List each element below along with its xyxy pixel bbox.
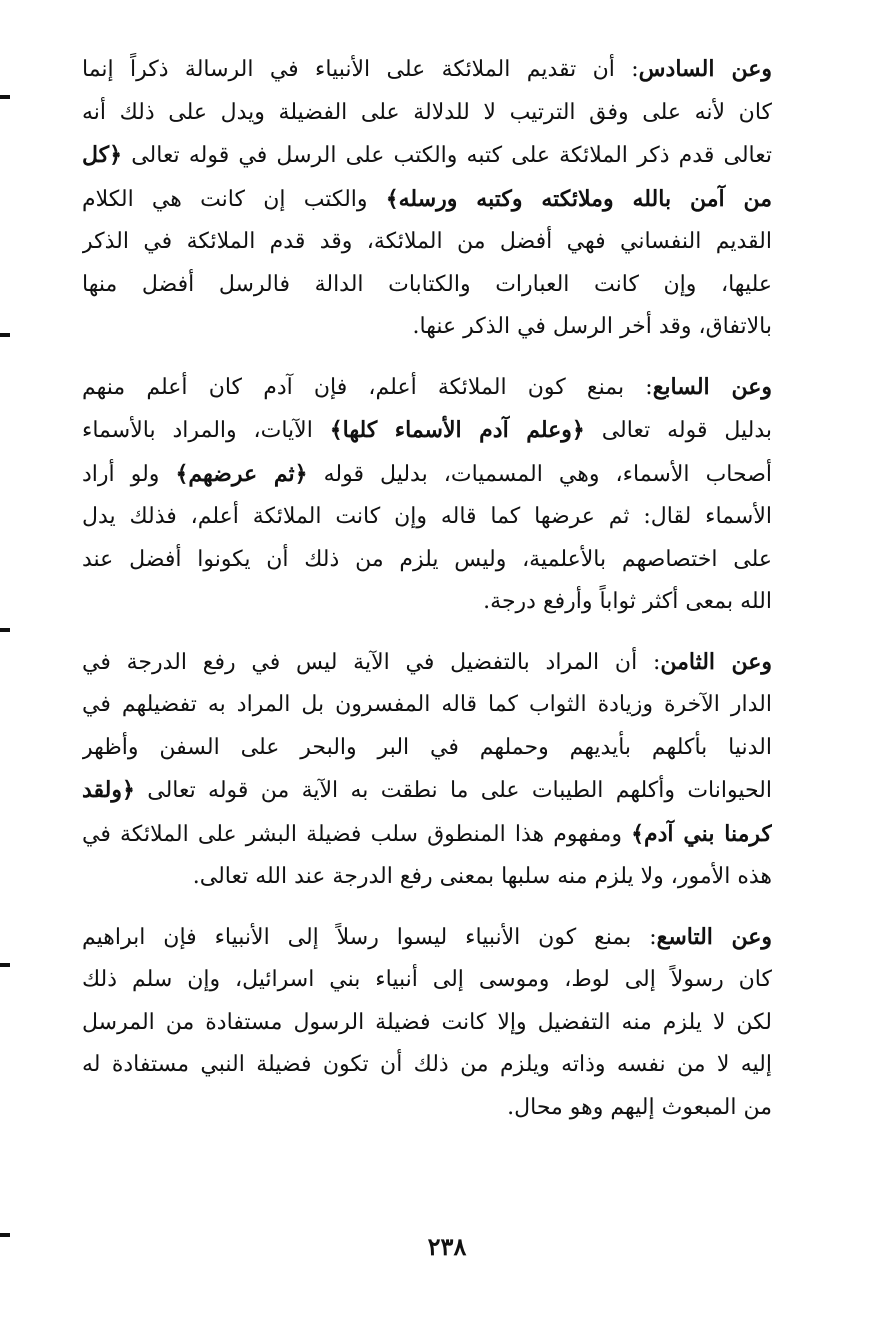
line-text: بالاتفاق، وقد أخر الرسل في الذكر عنها. [412,314,772,339]
paragraph [82,916,772,1130]
line-text: كان رسولاً إلى لوط، وموسى إلى أنبياء بني اسرائيل، وإن سلم ذلك [82,967,772,992]
quran-quote: ﴿ثم عرضهم﴾ [175,460,308,487]
text-line [82,221,772,264]
text-line [82,959,772,1002]
page-body-text [82,48,772,1146]
section-lead: وعن التاسع [656,923,772,950]
text-line [82,409,772,453]
line-text: ولو أراد [82,461,160,487]
text-line [82,769,772,813]
quran-quote: كرمنا بني آدم﴾ [631,820,772,847]
line-text: الله بمعى أكثر ثواباً وأرفع درجة. [483,589,772,614]
text-line [82,306,772,349]
section-lead: وعن السابع [652,373,772,400]
line-text: بدليل قوله تعالى [601,418,772,443]
line-text: الآيات، والمراد بالأسماء [82,418,313,443]
paragraph [82,48,772,349]
text-line [82,496,772,539]
line-text: الدنيا بأكلهم بأيديهم وحملهم في البر والبحر على السفن وأظهر [82,734,772,760]
text-line [82,1002,772,1045]
text-line [82,264,772,307]
quran-quote: ﴿ولقد [82,777,135,803]
line-text: ومفهوم هذا المنطوق سلب فضيلة البشر على الملائكة في [82,821,622,847]
line-text: والكتب إن كانت هي الكلام [82,186,368,212]
quran-quote: ﴿وعلم آدم الأسماء كلها﴾ [329,417,585,443]
line-text: : أن المراد بالتفضيل في الآية ليس في رفع الدرجة في [82,649,661,675]
line-text: هذه الأمور، ولا يلزم منه سلبها بمعنى رفع الدرجة عند الله تعالى. [192,864,772,889]
text-line [82,684,772,727]
text-line [82,916,772,960]
text-line [82,581,772,624]
text-line [82,1044,772,1087]
line-text: إليه لا من نفسه وذاته ويلزم من ذلك أن تكون فضيلة النبي مستفادة له [82,1052,772,1077]
edge-mark [0,628,10,632]
text-line [82,92,772,135]
line-text: الأسماء لقال: ثم عرضها كما قاله وإن كانت الملائكة أعلم، فذلك يدل [82,504,772,529]
text-line [82,539,772,582]
line-text: القديم النفساني فهي أفضل من الملائكة، وقد قدم الملائكة في الذكر [82,229,772,254]
section-lead: وعن السادس [638,56,772,82]
text-line [82,1087,772,1130]
line-text: تعالى قدم ذكر الملائكة على كتبه والكتب على الرسل في قوله تعالى [131,143,772,168]
edge-mark [0,333,10,337]
edge-mark [0,95,10,99]
text-line [82,641,772,685]
line-text: الحيوانات وأكلهم الطيبات على ما نطقت به الآية من قوله تعالى [147,778,772,803]
line-text: عليها، وإن كانت العبارات والكتابات الدالة فالرسل أفضل منها [82,271,772,297]
paragraph [82,641,772,899]
text-line [82,366,772,410]
text-line [82,48,772,92]
line-text: أصحاب الأسماء، وهي المسميات، بدليل قوله [323,461,772,487]
line-text: لكن لا يلزم منه التفضيل وإلا كانت فضيلة الرسول مستفادة من المرسل [82,1009,772,1035]
line-text: كان لأنه على وفق الترتيب لا للدلالة على الفضيلة ويدل على ذلك أنه [82,99,772,125]
line-text: الدار الآخرة وزيادة الثواب كما قاله المفسرون بل المراد به تفضيلهم في [82,692,772,717]
text-line [82,856,772,899]
text-line [82,134,772,178]
line-text: من المبعوث إليهم وهو محال. [507,1094,772,1120]
edge-mark [0,963,10,967]
page-number: ٢٣٨ [427,1232,467,1261]
text-line [82,178,772,222]
section-lead: وعن الثامن [660,648,772,675]
text-line [82,453,772,497]
quran-quote: من آمن بالله وملائكته وكتبه ورسله﴾ [385,185,772,212]
line-text: : بمنع كون الأنبياء ليسوا رسلاً إلى الأنبياء فإن ابراهيم [82,924,657,950]
quran-quote: ﴿كل [82,142,123,168]
line-text: : أن تقديم الملائكة على الأنبياء في الرسالة ذكراً إنما [82,57,639,82]
line-text: على اختصاصهم بالأعلمية، وليس يلزم من ذلك أن يكونوا أفضل عند [82,546,772,572]
line-text: : بمنع كون الملائكة أعلم، فإن آدم كان أعلم منهم [82,374,653,400]
text-line [82,727,772,770]
paragraph [82,366,772,624]
text-line [82,813,772,857]
